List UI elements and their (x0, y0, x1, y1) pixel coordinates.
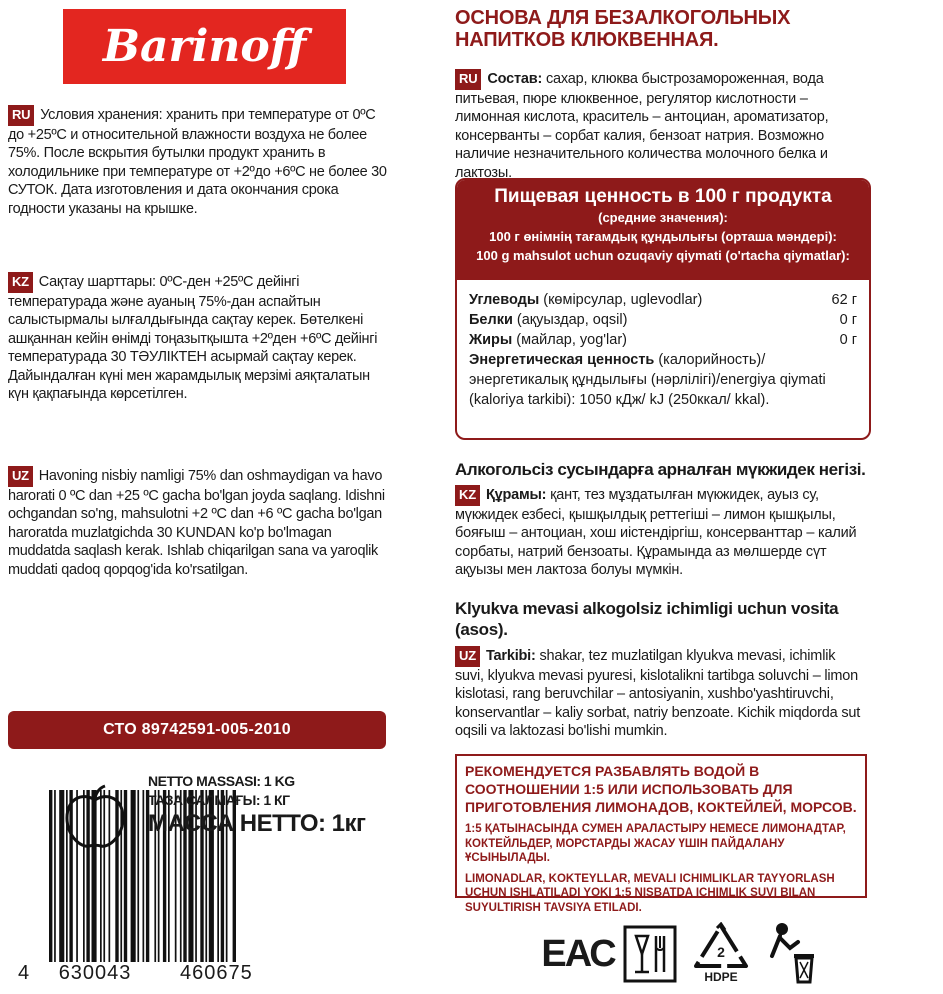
recycle-label: HDPE (704, 970, 738, 984)
energy-text: (калорийность)/энергетикалық құндылығы (нәрлілігі)/energiya qiymati (kaloriya tarkibi): 1050 кДж/ kJ (250ккал/ kkal). (469, 352, 826, 408)
barcode-bar (143, 790, 145, 962)
storage-uz-text: Havoning nisbiy namligi 75% dan oshmaydigan va havo harorati 0 ºC dan +25 ºC gacha bo'lgan joyda saqlang. Idishni ochgandan so'ng, mahsulotni +2 ºC dan +6 ºC gacha bo'lgan haroratda muzlatgichda 30 KUNDAN ko'p bo'lmagan muddatda saqlash kerak. Ishlab chiqarilgan sana va yaroqlik muddati qadoq qopqog'ida ko'rsatilgan. (8, 468, 385, 578)
nutrition-row-carbs (469, 290, 857, 310)
nutrition-subtitle: (средние значения): (598, 210, 728, 225)
nutrient-name: Углеводы (469, 292, 540, 308)
nutrition-title-kz: 100 г өнімнің тағамдық құндылығы (орташа мәндері): (489, 229, 837, 244)
barcode-bar (137, 790, 139, 962)
composition-kz-label: Құрамы: (485, 487, 547, 504)
product-title-uz: Klyukva mevasi alkogolsiz ichimligi uchun vosita (asos). (455, 599, 839, 639)
lang-tag-kz: KZ (455, 485, 480, 506)
nutrient-value: 62 г (831, 292, 857, 308)
trash-bin-icon (760, 920, 820, 986)
nutrition-energy (469, 350, 857, 410)
nutrition-title: Пищевая ценность в 100 г продукта (494, 186, 832, 207)
barcode-bar (131, 790, 136, 962)
composition-kz-text: қант, тез мұздатылған мүкжидек, ауыз су, мүкжидек езбесі, қышқылдық реттегіші – лимон қышқылы, бояғыш – антоциан, хош иістендіргіш, консерванттар – калий сорбаты, натрий бензоаты. Құрамында аз мөлшерде сүт ақуызы мен лактоза болуы мүмкін. (455, 487, 857, 578)
composition-ru-text: сахар, клюква быстрозамороженная, вода питьевая, пюре клюквенное, регулятор кислотности – лимонная кислота, краситель – антоциан, ароматизатор, консерванты – сорбат калия, бензоат натрия. Возможно наличие незначительного количества молочного белка и лактозы. (455, 71, 829, 181)
barcode-number (18, 962, 328, 985)
barcode-digit-first: 4 (18, 962, 31, 984)
composition-uz-text: shakar, tez muzlatilgan klyukva mevasi, ichimlik suvi, klyukva mevasi pyuresi, kislotalikni tartibga soluvchi – limon kislotasi, rang beruvchilar – antosiyanin, xushbo'yashtiruvchi, konservantlar – kaliy sorbat, natriy benzoate. Kichik miqdorda sut oqsili va laktozasi bo'lishi mumkin. (455, 648, 861, 739)
lang-tag-uz: UZ (455, 646, 480, 667)
eac-mark: ЕАС (541, 932, 615, 975)
lang-tag-kz: KZ (8, 272, 33, 293)
storage-uz (8, 466, 390, 579)
nutrient-translation: (ақуыздар, oqsil) (512, 312, 628, 328)
recycle-code: 2 (717, 944, 725, 960)
standard-code-banner (8, 711, 386, 749)
recommend-ru: РЕКОМЕНДУЕТСЯ РАЗБАВЛЯТЬ ВОДОЙ В СООТНОШЕНИИ 1:5 ИЛИ ИСПОЛЬЗОВАТЬ ДЛЯ ПРИГОТОВЛЕНИЯ ЛИМОНАДОВ, КОКТЕЙЛЕЙ, МОРСОВ. (465, 763, 857, 815)
nutrition-title-uz: 100 g mahsulot uchun ozuqaviy qiymati (o'rtacha qiymatlar): (476, 248, 850, 263)
composition-ru-label: Состав: (487, 71, 543, 88)
nutrient-name: Жиры (469, 332, 513, 348)
barcode-digits-right: 460675 (180, 962, 253, 984)
nutrient-translation: (көмірсулар, uglevodlar) (539, 292, 703, 308)
food-contact-icon (622, 924, 678, 984)
net-weight-uz: NETTO MASSASI: 1 KG (148, 773, 295, 789)
storage-kz (8, 272, 390, 404)
standard-code: СТО 89742591-005-2010 (103, 721, 291, 738)
nutrition-header (457, 180, 869, 280)
eac-icon (541, 926, 615, 982)
composition-ru (455, 69, 867, 182)
nutrition-body (457, 280, 869, 420)
brand-logo (63, 9, 346, 84)
net-weight-ru: МАССА НЕТТО: 1кг (148, 810, 366, 837)
nutrient-translation: (майлар, yog'lar) (512, 332, 627, 348)
nutrition-table (455, 178, 871, 440)
nutrient-value: 0 г (839, 332, 857, 348)
lang-tag-ru: RU (8, 105, 34, 126)
energy-label: Энергетическая ценность (469, 352, 655, 368)
nutrition-row-fat (469, 330, 857, 350)
recommend-uz: LIMONADLAR, KOKTEYLLAR, MEVALI ICHIMLIKLAR TAYYORLASH UCHUN ISHLATILADI YOKI 1:5 NISBATDA ICHIMLIK SUVI BILAN SUYULTIRISH TAVSIYA ETILADI. (465, 872, 835, 914)
apple-icon (63, 784, 127, 850)
storage-ru-text: Условия хранения: хранить при температуре от 0ºС до +25ºС и относительной влажности воздуха не более 75%. После вскрытия бутылки продукт хранить в холодильнике при температуре от +2ºдо +6ºС не более 30 СУТОК. Дата изготовления и дата окончания срока годности указаны на крышке. (8, 107, 387, 217)
net-weight-kz: ТАЗА САЛМАҒЫ: 1 КГ (148, 792, 290, 808)
lang-tag-uz: UZ (8, 466, 33, 487)
composition-kz (455, 485, 867, 580)
storage-ru (8, 105, 390, 218)
net-weight-block (148, 772, 388, 838)
barcode-bar (54, 790, 56, 962)
product-title-ru: ОСНОВА ДЛЯ БЕЗАЛКОГОЛЬНЫХ НАПИТКОВ КЛЮКВЕННАЯ. (455, 7, 791, 51)
storage-kz-text: Сақтау шарттары: 0ºС-ден +25ºС дейінгі температурада және ауаның 75%-дан аспайтын салыстырмалы ылғалдығында сақтау керек. Бөтелкені ашқаннан кейін өнімді тоңазытқышта +2ºден +6ºС дейінгі температурада 30 ТӘУЛІКТЕН асырмай сақтау керек. Дайындалған күні мен жарамдылық мерзімі аяқталатын күн қақпағында көрсетілген. (8, 274, 378, 402)
composition-uz-label: Tarkibi: (485, 648, 536, 665)
nutrition-row-protein (469, 310, 857, 330)
nutrient-name: Белки (469, 312, 513, 328)
recommend-kz: 1:5 ҚАТЫНАСЫНДА СУМЕН АРАЛАСТЫРУ НЕМЕСЕ ЛИМОНАДТАР, КОКТЕЙЛЬДЕР, МОРСТАРДЫ ЖАСАУ ҮШІН ПАЙДАЛАНУ ҰСЫНЫЛАДЫ. (465, 823, 846, 864)
lang-tag-ru: RU (455, 69, 481, 90)
barcode-bar (49, 790, 52, 962)
composition-uz (455, 646, 867, 741)
dilution-recommendation (455, 754, 867, 914)
recycle-icon (690, 922, 752, 988)
nutrient-value: 0 г (839, 312, 857, 328)
product-title-kz: Алкогольсіз сусындарға арналған мүкжидек негізі. (455, 460, 866, 479)
barcode-digits-left: 630043 (58, 962, 132, 984)
brand-name: Barinoff (102, 21, 307, 72)
